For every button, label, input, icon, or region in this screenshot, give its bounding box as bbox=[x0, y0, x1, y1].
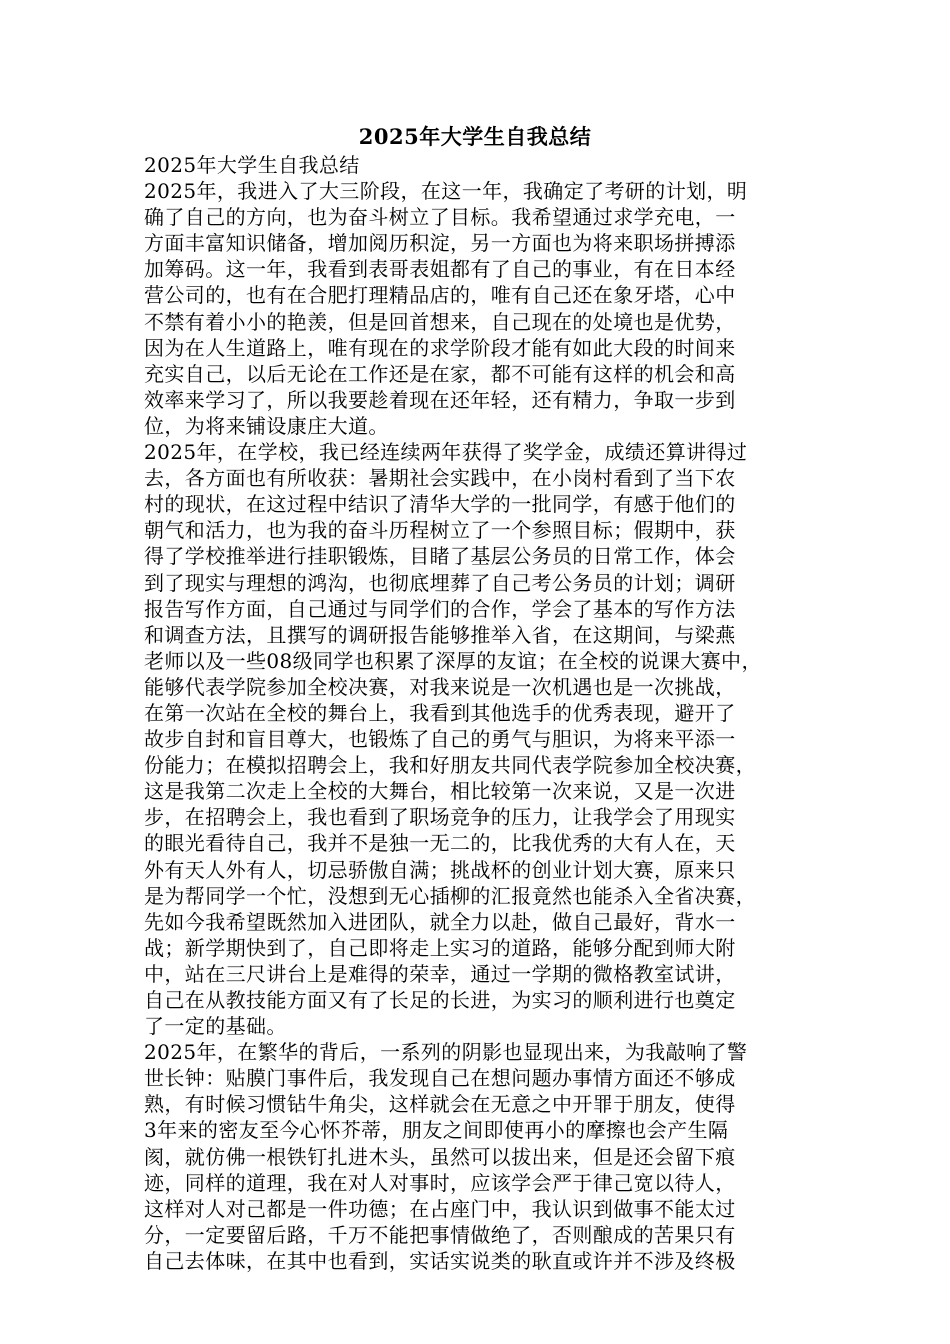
text-line: 先如今我希望既然加入进团队，就全力以赴，做自己最好，背水一 bbox=[144, 909, 736, 934]
text-line: 故步自封和盲目尊大，也锻炼了自己的勇气与胆识，为将来平添一 bbox=[144, 727, 736, 752]
text-line: 充实自己，以后无论在工作还是在家，都不可能有这样的机会和高 bbox=[144, 361, 736, 386]
text-line: 份能力；在模拟招聘会上，我和好朋友共同代表学院参加全校决赛， bbox=[144, 753, 756, 778]
text-line: 的眼光看待自己，我并不是独一无二的，比我优秀的大有人在，天 bbox=[144, 831, 736, 856]
text-line: 老师以及一些08级同学也积累了深厚的友谊；在全校的说课大赛中， bbox=[144, 648, 762, 673]
text-line: 这是我第二次走上全校的大舞台，相比较第一次来说，又是一次进 bbox=[144, 779, 736, 804]
text-line: 熟，有时候习惯钻牛角尖，这样就会在无意之中开罪于朋友，使得 bbox=[144, 1092, 736, 1117]
text-line: 迹，同样的道理，我在对人对事时，应该学会严于律己宽以待人， bbox=[144, 1170, 736, 1195]
text-line: 2025年，在学校，我已经连续两年获得了奖学金，成绩还算讲得过 bbox=[144, 440, 748, 465]
text-line: 2025年大学生自我总结 bbox=[144, 153, 360, 177]
text-line: 分，一定要留后路，千万不能把事情做绝了，否则酿成的苦果只有 bbox=[144, 1222, 736, 1247]
document-body bbox=[144, 152, 824, 1274]
text-line: 效率来学习了，所以我要趁着现在还年轻，还有精力，争取一步到 bbox=[144, 387, 736, 412]
text-line: 这样对人对己都是一件功德；在占座门中，我认识到做事不能太过 bbox=[144, 1196, 736, 1221]
text-line: 2025年，我进入了大三阶段，在这一年，我确定了考研的计划，明 bbox=[144, 179, 748, 204]
text-line: 外有天人外有人，切忌骄傲自满；挑战杯的创业计划大赛，原来只 bbox=[144, 857, 736, 882]
text-line: 营公司的，也有在合肥打理精品店的，唯有自己还在象牙塔，心中 bbox=[144, 283, 736, 308]
text-line: 在第一次站在全校的舞台上，我看到其他选手的优秀表现，避开了 bbox=[144, 700, 736, 725]
text-line: 方面丰富知识储备，增加阅历积淀，另一方面也为将来职场拼搏添 bbox=[144, 231, 736, 256]
text-line: 不禁有着小小的艳羡，但是回首想来，自己现在的处境也是优势， bbox=[144, 309, 736, 334]
text-line: 报告写作方面，自己通过与同学们的合作，学会了基本的写作方法 bbox=[144, 596, 736, 621]
text-line: 3年来的密友至今心怀芥蒂，朋友之间即使再小的摩擦也会产生隔 bbox=[144, 1118, 729, 1143]
text-line: 世长钟：贴膜门事件后，我发现自己在想问题办事情方面还不够成 bbox=[144, 1066, 736, 1091]
text-line: 得了学校推举进行挂职锻炼，目睹了基层公务员的日常工作，体会 bbox=[144, 544, 736, 569]
text-line: 和调查方法，且撰写的调研报告能够推举入省，在这期间，与梁燕 bbox=[144, 622, 736, 647]
text-line: 能够代表学院参加全校决赛，对我来说是一次机遇也是一次挑战， bbox=[144, 674, 736, 699]
text-line: 步，在招聘会上，我也看到了职场竞争的压力，让我学会了用现实 bbox=[144, 805, 736, 830]
text-line: 2025年，在繁华的背后，一系列的阴影也显现出来，为我敲响了警 bbox=[144, 1040, 748, 1065]
text-line: 自己在从教技能方面又有了长足的长进，为实习的顺利进行也奠定 bbox=[144, 988, 736, 1012]
text-line: 自己去体味，在其中也看到，实话实说类的耿直或许并不涉及终极 bbox=[144, 1248, 736, 1273]
text-line: 战；新学期快到了，自己即将走上实习的道路，能够分配到师大附 bbox=[144, 935, 736, 960]
text-line: 村的现状，在这过程中结识了清华大学的一批同学，有感于他们的 bbox=[144, 492, 736, 517]
text-line: 确了自己的方向，也为奋斗树立了目标。我希望通过求学充电，一 bbox=[144, 205, 736, 230]
document-title: 2025年大学生自我总结 bbox=[358, 124, 592, 149]
text-line: 位，为将来铺设康庄大道。 bbox=[144, 413, 389, 438]
text-line: 是为帮同学一个忙，没想到无心插柳的汇报竟然也能杀入全省决赛， bbox=[144, 883, 756, 908]
text-line: 到了现实与理想的鸿沟，也彻底埋葬了自己考公务员的计划；调研 bbox=[144, 570, 736, 595]
text-line: 去，各方面也有所收获：暑期社会实践中，在小岗村看到了当下农 bbox=[144, 466, 736, 491]
text-line: 中，站在三尺讲台上是难得的荣幸，通过一学期的微格教室试讲， bbox=[144, 961, 736, 986]
text-line: 朝气和活力，也为我的奋斗历程树立了一个参照目标；假期中，获 bbox=[144, 518, 736, 543]
text-line: 阂，就仿佛一根铁钉扎进木头，虽然可以拔出来，但是还会留下痕 bbox=[144, 1144, 736, 1169]
text-line: 了一定的基础。 bbox=[144, 1014, 287, 1039]
text-line: 因为在人生道路上，唯有现在的求学阶段才能有如此大段的时间来 bbox=[144, 335, 736, 360]
text-line: 加筹码。这一年，我看到表哥表姐都有了自己的事业，有在日本经 bbox=[144, 257, 736, 282]
